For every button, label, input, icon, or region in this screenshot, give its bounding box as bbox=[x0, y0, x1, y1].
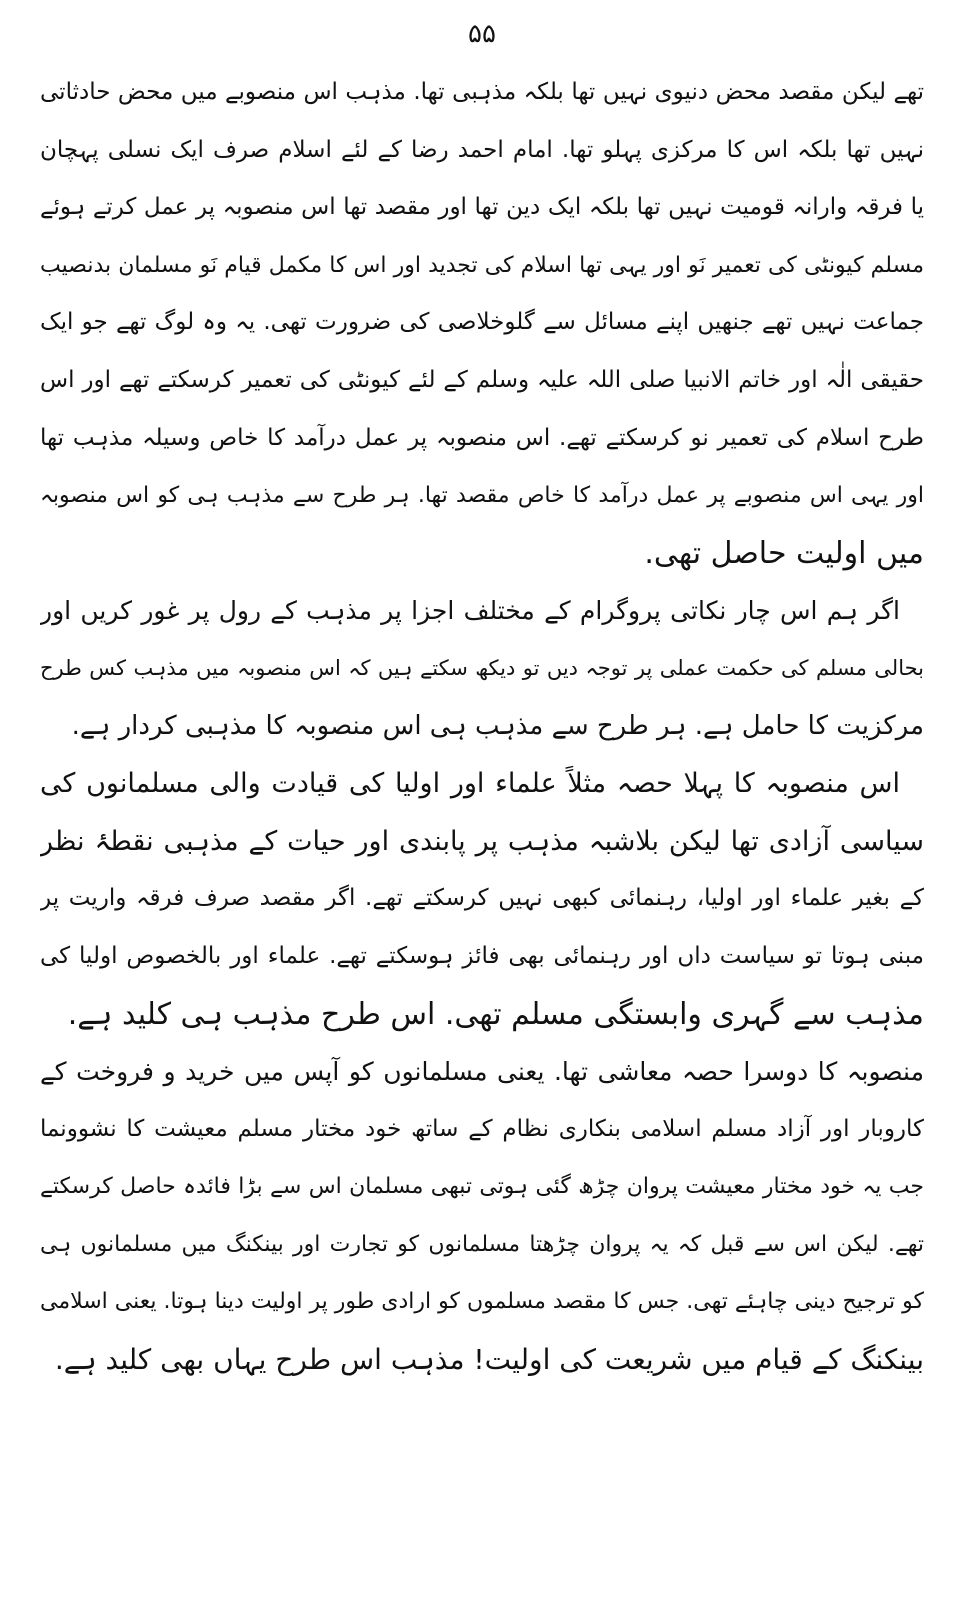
text-line: اور یہی اس منصوبے پر عمل درآمد کا خاص مقصد تھا. ہر طرح سے مذہب ہی کو اس منصوبہ bbox=[40, 483, 924, 509]
text-line: کاروبار اور آزاد مسلم اسلامی بنکاری نظام کے ساتھ خود مختار مسلم معیشت کا نشوونما bbox=[40, 1115, 924, 1142]
body-text bbox=[40, 64, 924, 1389]
text-line: طرح اسلام کی تعمیر نو کرسکتے تھے. اس منصوبہ پر عمل درآمد کا خاص وسیلہ مذہب تھا bbox=[40, 424, 924, 451]
text-line: یا فرقہ وارانہ قومیت نہیں تھا بلکہ ایک دین تھا اور مقصد تھا اس منصوبہ پر عمل کرتے ہوئے bbox=[40, 194, 924, 221]
text-line: بحالی مسلم کی حکمت عملی پر توجہ دیں تو دیکھ سکتے ہیں کہ اس منصوبہ میں مذہب کس طرح bbox=[40, 655, 924, 680]
text-line: تھے. لیکن اس سے قبل کہ یہ پروان چڑھتا مسلمانوں کو تجارت اور بینکنگ میں مسلمانوں ہی bbox=[40, 1231, 924, 1257]
text-line: تھے لیکن مقصد محض دنیوی نہیں تھا بلکہ مذہبی تھا. مذہب اس منصوبے میں محض حادثاتی bbox=[40, 79, 924, 105]
text-line: جماعت نہیں تھے جنھیں اپنے مسائل سے گلوخلاصی کی ضرورت تھی. یہ وہ لوگ تھے جو ایک bbox=[40, 309, 924, 336]
text-line: کے بغیر علماء اور اولیا، رہنمائی کبھی نہیں کرسکتے تھے. اگر مقصد صرف فرقہ واریت پر bbox=[40, 885, 924, 912]
paragraph-end-line: میں اولیت حاصل تھی. bbox=[644, 535, 924, 571]
text-line: کو ترجیح دینی چاہئے تھی. جس کا مقصد مسلموں کو ارادی طور پر اولیت دینا ہوتا. یعنی اسلامی bbox=[40, 1289, 924, 1315]
paragraph-end-line: مذہب سے گہری وابستگی مسلم تھی. اس طرح مذہب ہی کلید ہے. bbox=[67, 996, 924, 1032]
text-line: نہیں تھا بلکہ اس کا مرکزی پہلو تھا. امام احمد رضا کے لئے اسلام صرف ایک نسلی پہچان bbox=[40, 136, 924, 163]
text-line: مبنی ہوتا تو سیاست داں اور رہنمائی بھی فائز ہوسکتے تھے. علماء اور بالخصوص اولیا کی bbox=[40, 942, 924, 969]
text-line: مسلم کیونٹی کی تعمیر نَو اور یہی تھا اسلام کی تجدید اور اس کا مکمل قیام نَو مسلمان بدنصیب bbox=[40, 252, 924, 278]
paragraph-end-line: مرکزیت کا حامل ہے. ہر طرح سے مذہب ہی اس منصوبہ کا مذہبی کردار ہے. bbox=[71, 710, 924, 741]
text-line: جب یہ خود مختار معیشت پروان چڑھ گئی ہوتی تبھی مسلمان اس سے بڑا فائدہ حاصل کرسکتے bbox=[40, 1174, 924, 1200]
text-line: سیاسی آزادی تھا لیکن بلاشبہ مذہب پر پابندی اور حیات کے مذہبی نقطۂ نظر bbox=[40, 825, 924, 857]
paragraph-end-line: بینکنگ کے قیام میں شریعت کی اولیت! مذہب اس طرح یہاں بھی کلید ہے. bbox=[54, 1343, 924, 1377]
text-line: اگر ہم اس چار نکاتی پروگرام کے مختلف اجزا پر مذہب کے رول پر غور کریں اور bbox=[40, 596, 900, 626]
page-number: ۵۵ bbox=[468, 19, 496, 49]
text-line: منصوبہ کا دوسرا حصہ معاشی تھا. یعنی مسلمانوں کو آپس میں خرید و فروخت کے bbox=[40, 1057, 924, 1087]
text-line: اس منصوبہ کا پہلا حصہ مثلاً علماء اور اولیا کی قیادت والی مسلمانوں کی bbox=[40, 768, 900, 800]
text-line: حقیقی الٰہ اور خاتم الانبیا صلی اللہ علیہ وسلم کے لئے کیونٹی کی تعمیر کرسکتے تھے اور اس bbox=[40, 366, 924, 393]
